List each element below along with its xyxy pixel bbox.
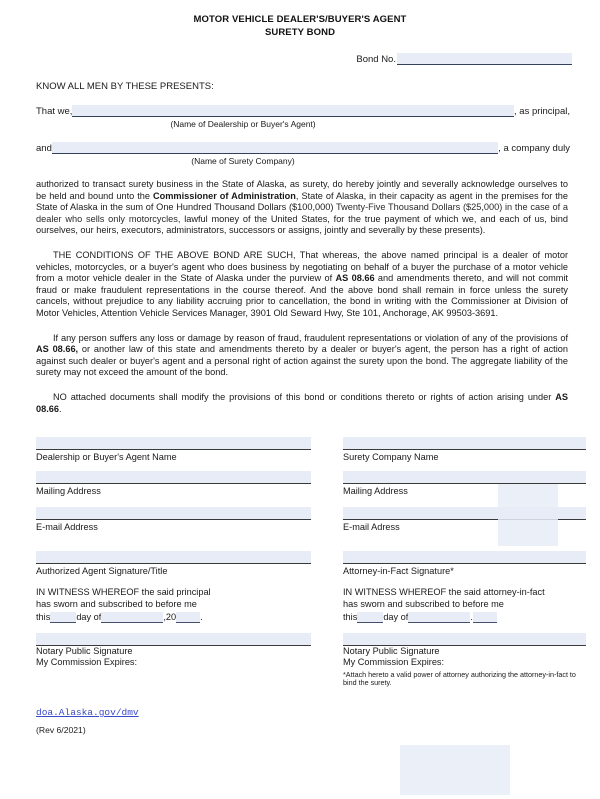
surety-name-row bbox=[0, 142, 600, 154]
mailing-address-input-left[interactable] bbox=[36, 471, 311, 484]
p2-segment-a: THE CONDITIONS OF THE ABOVE BOND ARE SUCH, That whereas, the above named principal is a dealer of motor vehicles, motorcycles, or a buyer's agent who does business by negotiating on behalf of a buyer the purchase of a motor vehicle from a motor vehicle dealer in the State of Alaska under the purview of bbox=[36, 249, 568, 284]
surety-caption: (Name of Surety Company) bbox=[191, 156, 295, 166]
spacer bbox=[36, 463, 311, 471]
spacer bbox=[343, 497, 586, 507]
email-input-left[interactable] bbox=[36, 507, 311, 520]
dealership-name-input[interactable] bbox=[36, 437, 311, 450]
p2-segment-b: and amendments thereto, and will not commit fraud or make fraudulent representations in the course thereof. And the above bond shall remain in force unless the surety cancels, without prejudice to any liability accruing prior to cancellation, the bond in writing with the Commissioner at Division of Motor Vehicles, Attention Vehicle Services Manager, 3901 Old Seward Hwy, Ste 101, Anchorage, AK 99503-3691. bbox=[36, 273, 568, 318]
surety-name-input[interactable] bbox=[52, 142, 498, 154]
field-attorney-in-fact-signature bbox=[343, 551, 586, 577]
p4-segment-a: NO attached documents shall modify the provisions of this bond or conditions thereto or rights of action arising under bbox=[53, 391, 556, 402]
witness-statement-right bbox=[343, 577, 586, 623]
commissioner-of-administration: Commissioner of Administration bbox=[152, 190, 296, 201]
field-mailing-address-right bbox=[343, 471, 586, 497]
field-dealership-name bbox=[36, 437, 311, 463]
field-authorized-agent-signature bbox=[36, 551, 311, 577]
bond-number-label: Bond No. bbox=[356, 54, 396, 65]
notary-signature-label-right: Notary Public Signature bbox=[343, 645, 440, 656]
date-this-label-right: this bbox=[343, 611, 358, 622]
field-email-right bbox=[343, 507, 586, 533]
witness-line-2-left: has sworn and subscribed to before me bbox=[36, 598, 197, 609]
signature-column-surety bbox=[311, 437, 586, 688]
dealership-name-label: Dealership or Buyer's Agent Name bbox=[36, 452, 177, 463]
notary-signature-input-left[interactable] bbox=[36, 633, 311, 646]
spacer bbox=[343, 463, 586, 471]
spacer bbox=[343, 533, 586, 551]
signature-block bbox=[0, 415, 600, 688]
p4-segment-b: . bbox=[59, 403, 62, 414]
date-month-input-right[interactable] bbox=[408, 612, 470, 623]
signature-column-principal bbox=[36, 437, 311, 688]
paragraph-no-attachments bbox=[36, 392, 568, 415]
date-year-prefix-left: 20 bbox=[165, 611, 177, 622]
statute-reference-p4: AS 08.66 bbox=[36, 391, 568, 414]
email-label-right: E-mail Adress bbox=[343, 522, 400, 533]
spacer bbox=[36, 533, 311, 551]
witness-line-2-right: has sworn and subscribed to before me bbox=[343, 598, 504, 609]
commission-expires-label-right: My Commission Expires: bbox=[343, 657, 445, 668]
principal-caption: (Name of Dealership or Buyer's Agent) bbox=[170, 119, 316, 129]
paragraph-right-of-action bbox=[36, 333, 568, 379]
email-input-right[interactable] bbox=[343, 507, 586, 520]
authorized-agent-signature-input[interactable] bbox=[36, 551, 311, 564]
date-this-label-left: this bbox=[36, 611, 51, 622]
date-month-input-left[interactable] bbox=[101, 612, 163, 623]
date-day-of-label-right: day of bbox=[383, 611, 409, 622]
title-line-1: MOTOR VEHICLE DEALER'S/BUYER'S AGENT bbox=[193, 14, 407, 25]
date-day-of-label-left: day of bbox=[76, 611, 102, 622]
bond-number-row bbox=[0, 39, 600, 65]
surety-lead-label: and bbox=[36, 143, 52, 154]
date-period-left: . bbox=[200, 611, 203, 622]
p1-segment-b: , State of Alaska, in their capacity as agent in the premises for the State of Alaska in the sum of One Hundred Thousand Dollars ($100,000) bbox=[36, 190, 568, 213]
p1-segment-a: authorized to transact surety business in the State of Alaska, as surety, do hereby jointly and severally acknowledge ourselves to be held and bound unto the bbox=[36, 179, 568, 201]
paragraph-conditions bbox=[36, 250, 568, 320]
date-comma-left: , bbox=[163, 611, 166, 622]
date-comma-right: . bbox=[470, 611, 473, 622]
date-line-right bbox=[343, 611, 586, 623]
field-mailing-address-left bbox=[36, 471, 311, 497]
authorized-agent-signature-label: Authorized Agent Signature/Title bbox=[36, 566, 168, 577]
witness-line-1-right: IN WITNESS WHEREOF the said attorney-in-fact bbox=[343, 587, 545, 598]
date-day-input-left[interactable] bbox=[50, 612, 76, 623]
field-surety-company-name bbox=[343, 437, 586, 463]
principal-name-input[interactable] bbox=[72, 105, 514, 117]
notary-signature-input-right[interactable] bbox=[343, 633, 586, 646]
email-label-left: E-mail Address bbox=[36, 522, 98, 533]
surety-company-name-label: Surety Company Name bbox=[343, 452, 439, 463]
mailing-address-label-right: Mailing Address bbox=[343, 486, 408, 497]
paragraph-bond-amount bbox=[36, 179, 568, 237]
dmv-website-link[interactable]: doa.Alaska.gov/dmv bbox=[36, 706, 139, 718]
page-title bbox=[0, 0, 600, 39]
commission-expires-label-left: My Commission Expires: bbox=[36, 657, 138, 668]
body-text bbox=[0, 179, 600, 415]
scan-shading-artifact bbox=[400, 745, 510, 795]
attorney-in-fact-signature-label: Attorney-in-Fact Signature* bbox=[343, 566, 454, 577]
attorney-in-fact-signature-input[interactable] bbox=[343, 551, 586, 564]
date-day-input-right[interactable] bbox=[357, 612, 383, 623]
witness-statement-left bbox=[36, 577, 311, 623]
attorney-power-footnote: *Attach hereto a valid power of attorney authorizing the attorney-in-fact to bind the surety. bbox=[343, 669, 576, 688]
page-footer bbox=[0, 688, 600, 735]
date-year-input-left[interactable] bbox=[176, 612, 200, 623]
date-year-input-right[interactable] bbox=[473, 612, 497, 623]
p1-segment-c: lawful money of the United States, for the true payment of which we, and each of us, bind ourselves, our heirs, executors, administrators, successors or assigns, jointly and severally by these presents). bbox=[36, 213, 568, 236]
mailing-address-label-left: Mailing Address bbox=[36, 486, 101, 497]
bond-number-input[interactable] bbox=[397, 53, 572, 65]
date-line-left bbox=[36, 611, 311, 623]
statute-reference-p2: AS 08.66 bbox=[335, 273, 375, 284]
principal-lead-label: That we, bbox=[36, 106, 73, 117]
mailing-address-input-right[interactable] bbox=[343, 471, 586, 484]
principal-tail-label: , as principal, bbox=[514, 106, 570, 117]
revision-label: (Rev 6/2021) bbox=[36, 724, 86, 735]
witness-line-1-left: IN WITNESS WHEREOF the said principal bbox=[36, 587, 211, 598]
title-line-2: SURETY BOND bbox=[264, 26, 336, 38]
struck-out-text: Twenty-Five Thousand Dollars ($25,000) in the case of a dealer who sells only motorcycles, bbox=[36, 202, 568, 224]
surety-tail-label: , a company duly bbox=[498, 143, 570, 154]
field-email-left bbox=[36, 507, 311, 533]
p3-segment-b: or another law of this state and amendments thereto by a dealer or buyer's agent, the person has a right of action against such dealer or buyer's agent and a personal right of action against the surety upon the bond. The aggregate liability of the surety may not exceed the amount of the bond. bbox=[36, 344, 568, 378]
surety-company-name-input[interactable] bbox=[343, 437, 586, 450]
principal-name-row bbox=[0, 105, 600, 117]
statute-reference-p3: AS 08.66, bbox=[36, 344, 79, 355]
know-all-men-heading: KNOW ALL MEN BY THESE PRESENTS: bbox=[36, 81, 214, 92]
p3-segment-a: If any person suffers any loss or damage by reason of fraud, fraudulent representations or violation of any of the provisions of bbox=[53, 332, 568, 343]
notary-signature-label-left: Notary Public Signature bbox=[36, 645, 133, 656]
spacer bbox=[36, 497, 311, 507]
